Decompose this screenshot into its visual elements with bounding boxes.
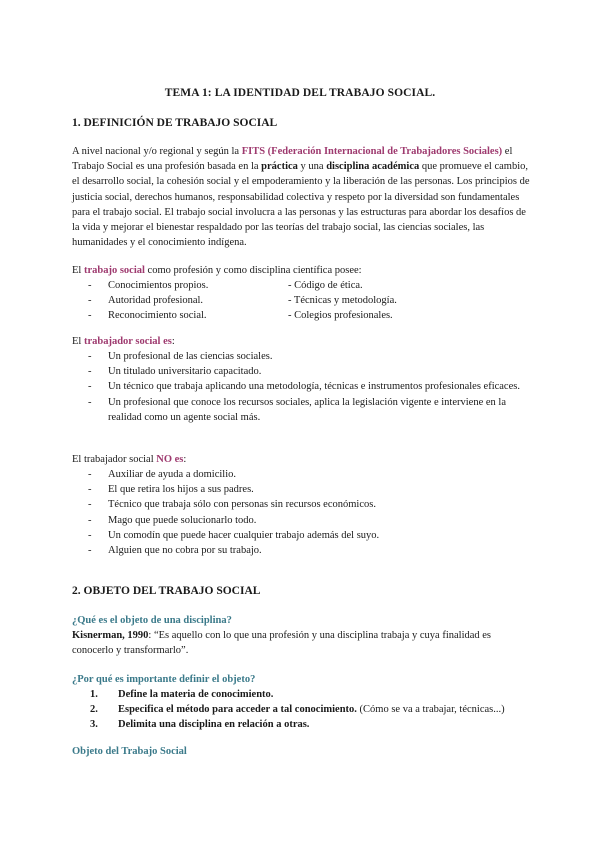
definition-paragraph [72,144,532,250]
list-item: - Alguien que no cobra por su trabajo. [88,545,262,557]
list-item: - Reconocimiento social. - Colegios profesionales. [88,308,532,323]
item-text: (Cómo se va a trabajar, técnicas...) [356,704,505,716]
list-item [90,702,540,717]
item-left: Autoridad profesional. [108,295,204,307]
list-item [90,717,540,732]
kisnerman-quote [72,628,532,658]
list-item [90,687,540,702]
no-es-list [88,467,532,558]
disciplina-bold: disciplina académica [326,161,420,173]
subheading-objeto-ts: Objeto del Trabajo Social [72,746,187,757]
item-left: Reconocimiento social. [108,310,207,322]
item-bold: Especifica el método para acceder a tal conocimiento. [118,704,357,716]
item-right: - Colegios profesionales. [288,310,393,322]
trabajador-social-es-highlight: trabajador social es [83,336,172,347]
lead-text: : [171,336,175,347]
item-left: Conocimientos propios. [108,280,209,291]
practica-bold: práctica [261,161,298,173]
es-list [88,349,532,425]
list-item: - Mago que puede solucionarlo todo. [88,514,257,526]
trabajo-social-highlight: trabajo social [83,265,145,276]
fits-highlight: FITS (Federación Internacional de Trabajadores Sociales) [241,146,503,157]
lead-text: El trabajador social [72,454,157,465]
lead-text: : [183,454,187,465]
reasons-list [90,687,540,733]
item-text: Mago que puede solucionarlo todo. [108,514,257,526]
no-es-highlight: NO es [156,454,184,465]
no-es-lead [72,452,532,467]
question-objeto: ¿Qué es el objeto de una disciplina? [72,615,232,626]
item-text: Un comodín que puede hacer cualquier trabajo además del suyo. [108,529,380,541]
list-item: - Un profesional que conoce los recursos sociales, aplica la legislación vigente e interviene en la realidad como un agente social más. [88,396,506,423]
es-lead [72,334,532,349]
intro-text: el Trabajo Social es una profesión basada en la [72,146,513,173]
item-number: 2. [90,704,98,716]
intro-text: que promueve el cambio, el desarrollo social, la cohesión social y el empoderamiento y la liberación de las personas. Los principios de justicia social, derechos humanos, responsabilidad colectiva y respeto por la diversidad son fundamentales para el trabajo social. El trabajo social involucra a las personas y las estructuras para abordar los desafíos de la vida y mejorar el bienestar respaldado por las teorías del trabajo social, las ciencias sociales, las humanidades y el conocimiento indígena. [72,161,530,249]
item-right: - Técnicas y metodología. [288,295,397,307]
list-item: - Conocimientos propios. - Código de ética. [88,278,532,293]
item-number: 1. [90,689,98,700]
posee-list [88,278,532,324]
section-2-heading: 2. OBJETO DEL TRABAJO SOCIAL [72,585,261,597]
list-item: - Técnico que trabaja sólo con personas sin recursos económicos. [88,499,376,511]
item-right: - Código de ética. [288,280,363,291]
item-text: Un profesional de las ciencias sociales. [108,351,273,362]
list-item: - Un comodín que puede hacer cualquier trabajo además del suyo. [88,529,380,541]
section-1-heading: 1. DEFINICIÓN DE TRABAJO SOCIAL [72,117,278,129]
quote-author: Kisnerman, 1990 [72,630,149,641]
quote-text: : “Es aquello con lo que una profesión y una disciplina trabaja y cuya finalidad es conocerlo y transformarlo”. [72,630,492,657]
posee-lead [72,263,532,278]
lead-text: El [72,336,84,347]
intro-text: y una [297,161,327,173]
list-item: - Un técnico que trabaja aplicando una metodología, técnicas e instrumentos profesionales eficaces. [88,381,520,393]
item-text: Técnico que trabaja sólo con personas sin recursos económicos. [108,499,376,511]
item-text: Un profesional que conoce los recursos sociales, aplica la legislación vigente e interviene en la realidad como un agente social más. [108,396,506,423]
list-item: - Auxiliar de ayuda a domicilio. [88,469,237,480]
question-importancia: ¿Por qué es importante definir el objeto? [72,674,256,685]
lead-text: como profesión y como disciplina científica posee: [144,265,362,276]
document-title: TEMA 1: LA IDENTIDAD DEL TRABAJO SOCIAL. [164,87,436,99]
item-text: El que retira los hijos a sus padres. [108,484,254,496]
item-text: Un titulado universitario capacitado. [108,366,262,378]
list-item: - El que retira los hijos a sus padres. [88,484,254,496]
list-item: - Autoridad profesional. - Técnicas y metodología. [88,293,532,308]
list-item: - Un titulado universitario capacitado. [88,366,262,378]
item-number: 3. [90,719,98,731]
lead-text: El [72,265,84,276]
item-text: Un técnico que trabaja aplicando una metodología, técnicas e instrumentos profesionales eficaces. [108,381,520,393]
item-text: Alguien que no cobra por su trabajo. [108,545,262,557]
item-text: Auxiliar de ayuda a domicilio. [108,469,237,480]
intro-text: A nivel nacional y/o regional y según la [72,146,242,157]
item-bold: Delimita una disciplina en relación a otras. [118,719,310,731]
list-item: - Un profesional de las ciencias sociales. [88,351,273,362]
item-bold: Define la materia de conocimiento. [118,689,274,700]
